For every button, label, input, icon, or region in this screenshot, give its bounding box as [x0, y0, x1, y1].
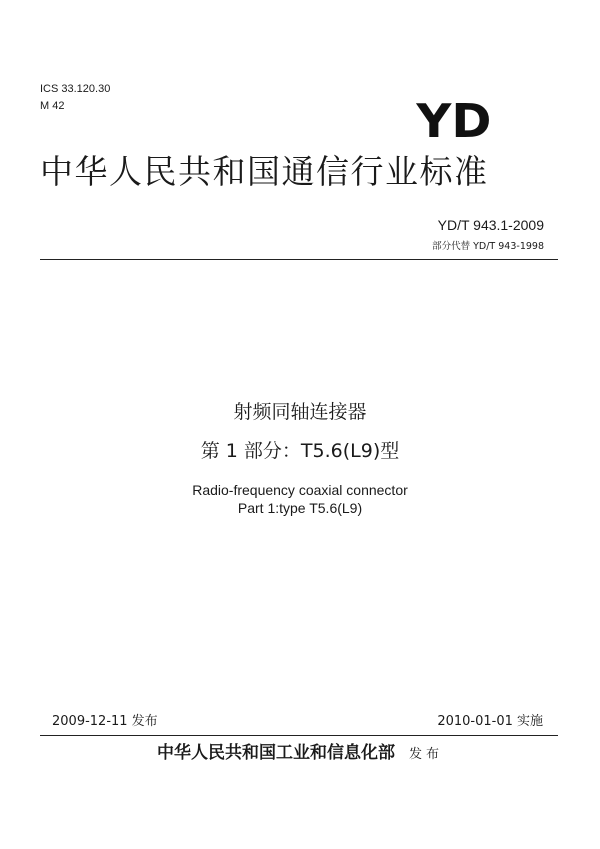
standard-number: YD/T 943.1-2009 [437, 217, 544, 233]
bottom-divider [40, 735, 558, 736]
en-title-line1: Radio-frequency coaxial connector [192, 482, 408, 498]
main-title: 中华人民共和国通信行业标准 [40, 152, 489, 191]
ccs-code: M 42 [40, 100, 65, 112]
ics-code: ICS 33.120.30 [40, 83, 111, 95]
publisher-name: 中华人民共和国工业和信息化部 [156, 743, 395, 763]
publish-action: 发布 [408, 747, 443, 762]
implement-date: 2010-01-01 实施 [437, 714, 543, 729]
yd-logo: YD [415, 94, 491, 148]
issue-date: 2009-12-11 发布 [52, 714, 158, 729]
cn-title-line2: 第 1 部分：T5.6(L9)型 [200, 440, 400, 462]
en-title-line2: Part 1:type T5.6(L9) [237, 500, 363, 516]
replaces-note: 部分代替 YD/T 943-1998 [432, 241, 544, 252]
publisher-line [0, 741, 600, 767]
top-divider [40, 259, 558, 260]
cn-title-line1: 射频同轴连接器 [233, 401, 367, 423]
